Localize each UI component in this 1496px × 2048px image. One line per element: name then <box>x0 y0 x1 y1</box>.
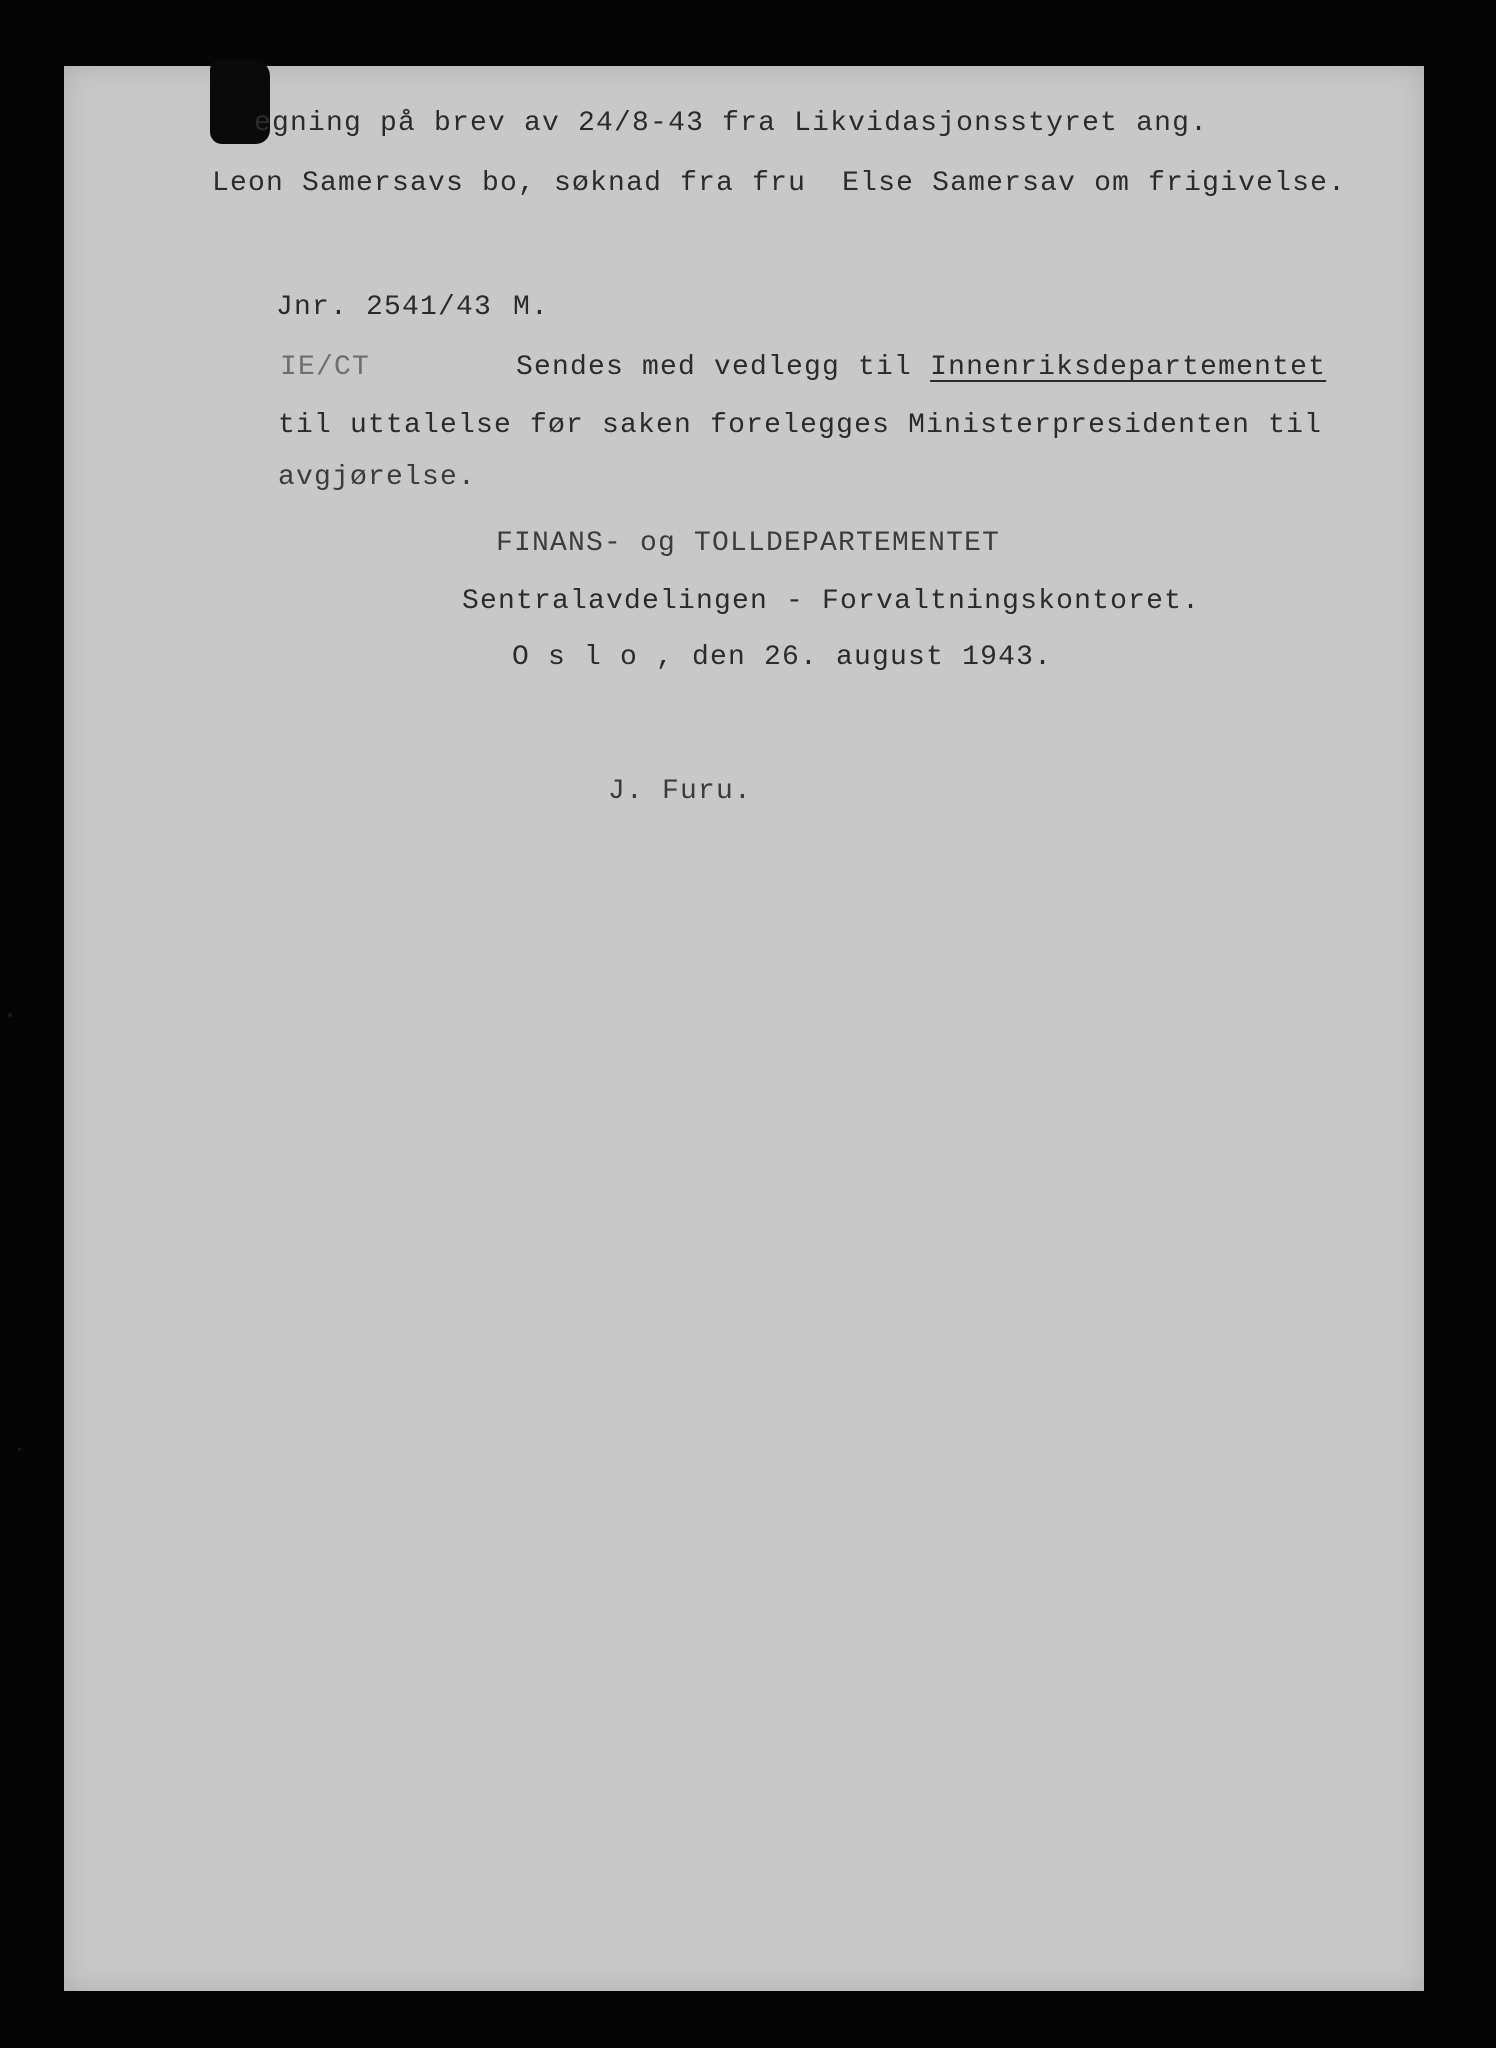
division-name: Sentralavdelingen - Forvaltningskontoret. <box>462 586 1201 617</box>
recipient-department: Innenriksdepartementet <box>930 352 1327 383</box>
initials: IE/CT <box>280 352 371 383</box>
department-name: FINANS- og TOLLDEPARTEMENTET <box>496 528 1001 559</box>
body-intro: Sendes med vedlegg til <box>516 352 931 383</box>
body-line-3: avgjørelse. <box>278 462 477 493</box>
body-line-1 <box>516 352 1326 383</box>
body-line-2: til uttalelse før saken forelegges Ministerpresidenten til <box>278 410 1323 441</box>
journal-number: Jnr. 2541/43 <box>276 292 493 323</box>
signature: J. Furu. <box>608 776 753 807</box>
heading-line-2: Leon Samersavs bo, søknad fra fru Else Samersav om frigivelse. <box>212 168 1347 199</box>
dust-speck <box>8 1013 12 1017</box>
journal-suffix: M. <box>513 292 550 323</box>
heading-line-1: egning på brev av 24/8-43 fra Likvidasjonsstyret ang. <box>254 108 1209 139</box>
place-date: O s l o , den 26. august 1943. <box>512 642 1053 673</box>
dust-speck <box>18 1448 21 1451</box>
